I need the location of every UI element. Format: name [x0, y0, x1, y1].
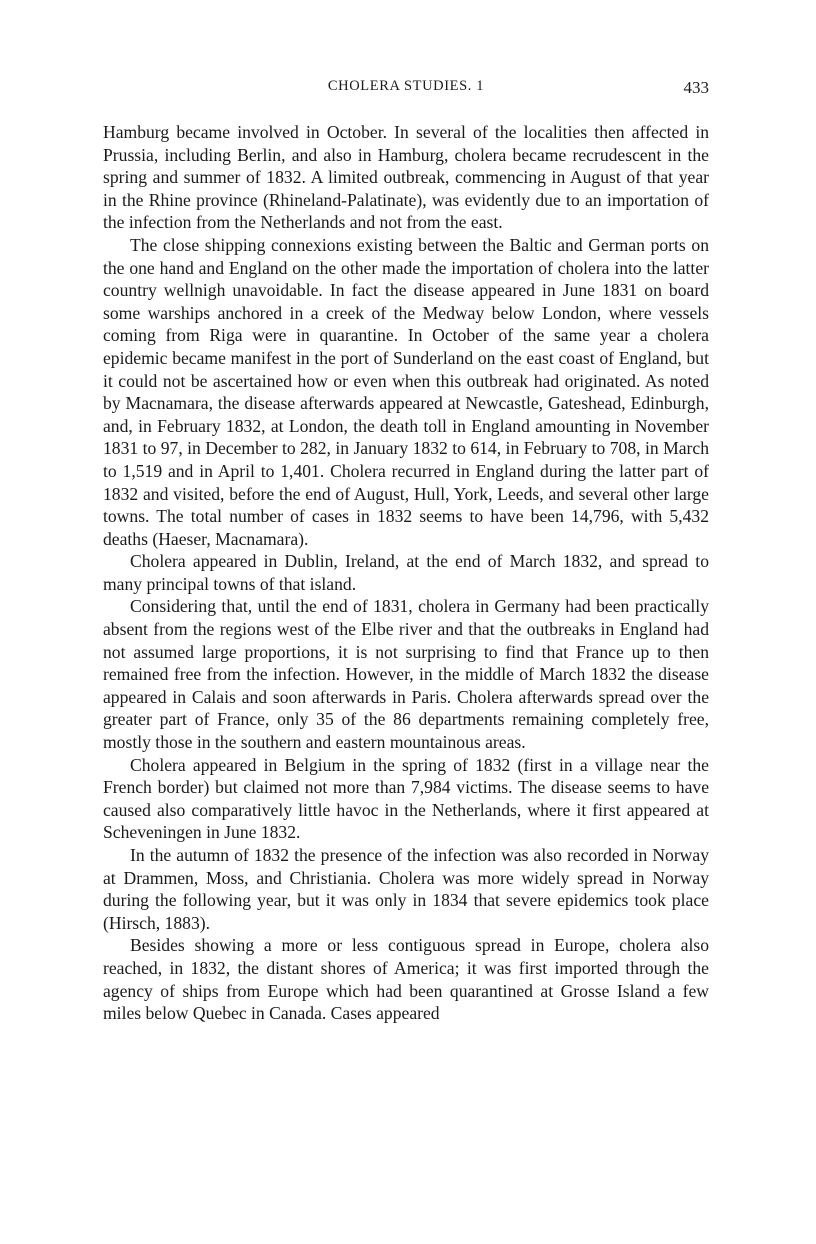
paragraph-america: Besides showing a more or less contiguous spread in Europe, cholera also reached, in 1832, the distant shores of America; it was first imported through the agency of ships from Europe which had been quarantined at Grosse Island a few miles below Quebec in Canada. Cases appeared: [103, 935, 709, 1024]
paragraph-france: Considering that, until the end of 1831, cholera in Germany had been practically absent from the regions west of the Elbe river and that the outbreaks in England had not assumed large proportions, it is not surprising to find that France up to then remained free from the infection. However, in the middle of March 1832 the disease appeared in Calais and soon afterwards in Paris. Cholera afterwards spread over the greater part of France, only 35 of the 86 departments remaining completely free, mostly those in the southern and eastern mountainous areas.: [103, 596, 709, 753]
running-head: [103, 78, 709, 100]
paragraph-ireland: Cholera appeared in Dublin, Ireland, at the end of March 1832, and spread to many principal towns of that island.: [103, 551, 709, 594]
body-text: [103, 121, 709, 1025]
paragraph-norway: In the autumn of 1832 the presence of the infection was also recorded in Norway at Drammen, Moss, and Christiania. Cholera was more widely spread in Norway during the following year, but it was only in 1834 that severe epidemics took place (Hirsch, 1883).: [103, 845, 709, 933]
paragraph-england: The close shipping connexions existing between the Baltic and German ports on the one hand and England on the other made the importation of cholera into the latter country wellnigh unavoidable. In fact the disease appeared in June 1831 on board some warships anchored in a creek of the Medway below London, where vessels coming from Riga were in quarantine. In October of the same year a cholera epidemic became manifest in the port of Sunderland on the east coast of England, but it could not be ascertained how or even when this outbreak had originated. As noted by Macnamara, the disease afterwards appeared at Newcastle, Gateshead, Edinburgh, and, in February 1832, at London, the death toll in England amounting in November 1831 to 97, in December to 282, in January 1832 to 614, in February to 708, in March to 1,519 and in April to 1,401. Cholera recurred in England during the latter part of 1832 and visited, before the end of August, Hull, York, Leeds, and several other large towns. The total number of cases in 1832 seems to have been 14,796, with 5,432 deaths (Haeser, Macnamara).: [103, 234, 709, 549]
page-number: 433: [683, 78, 709, 97]
running-title: CHOLERA STUDIES. 1: [327, 78, 485, 94]
paragraph-belgium: Cholera appeared in Belgium in the spring of 1832 (first in a village near the French border) but claimed not more than 7,984 victims. The disease seems to have caused also comparatively little havoc in the Netherlands, where it first appeared at Scheveningen in June 1832.: [103, 754, 709, 843]
paragraph-continuation: Hamburg became involved in October. In several of the localities then affected in Prussia, including Berlin, and also in Hamburg, cholera became recrudescent in the spring and summer of 1832. A limited outbreak, commencing in August of that year in the Rhine province (Rhineland-Palatinate), was evidently due to an importation of the infection from the Netherlands and not from the east.: [103, 122, 709, 233]
